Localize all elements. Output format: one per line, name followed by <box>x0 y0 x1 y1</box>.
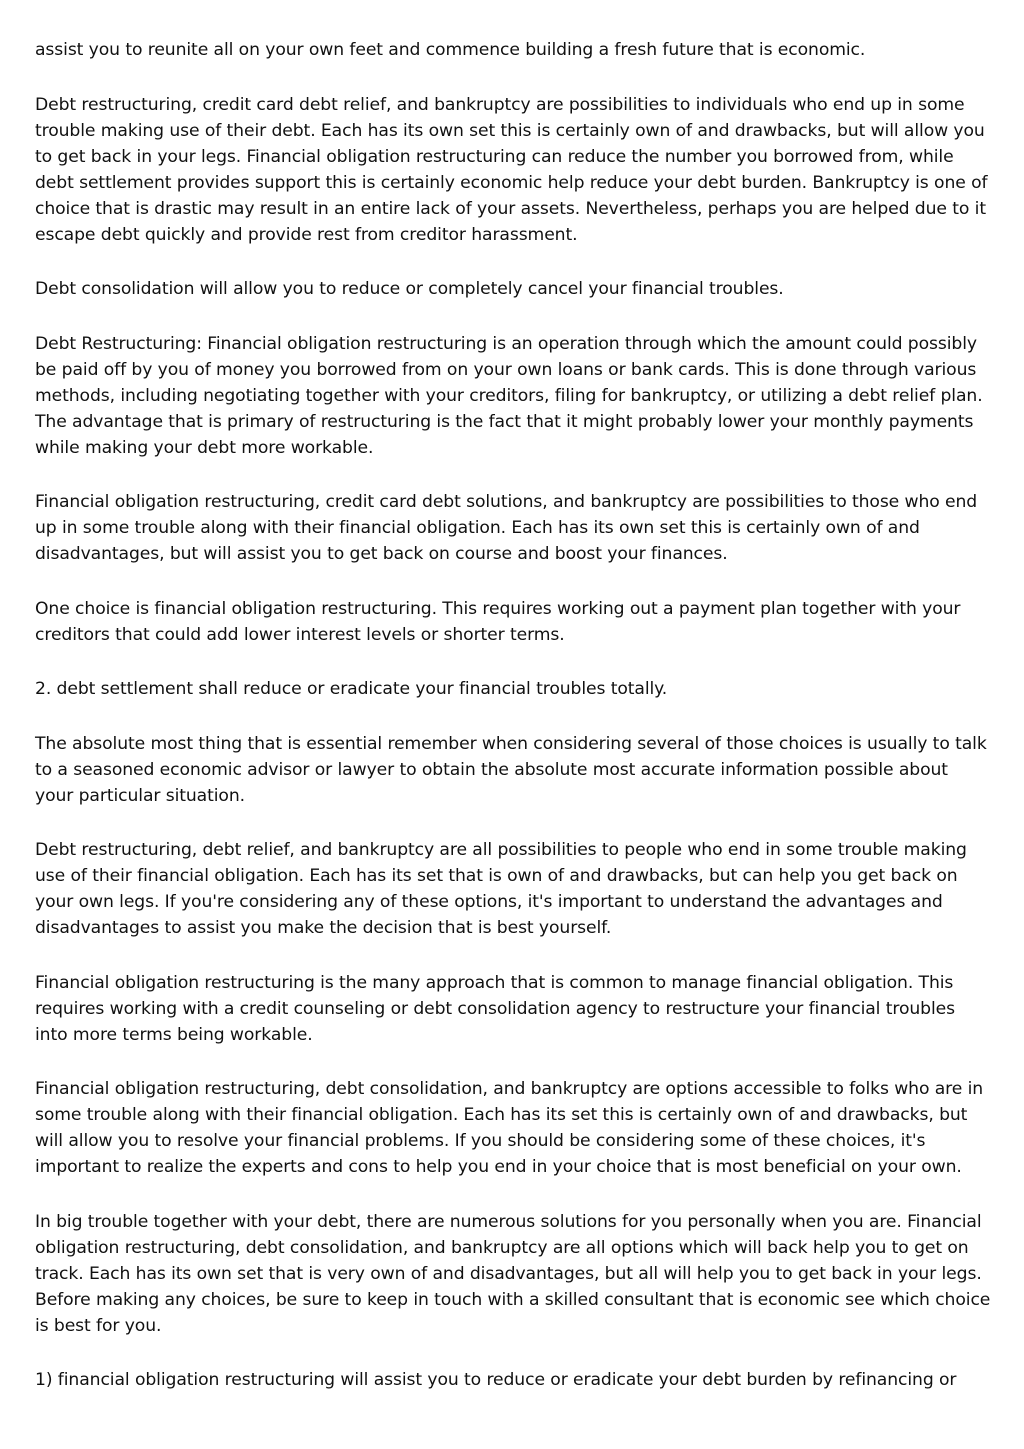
paragraph-12: In big trouble together with your debt, there are numerous solutions for you personally when you are. Financial obligation restructuring, debt consolidation, and bankruptcy are all options which will back help you to get on track. Each has its own set that is very own of and disadvantages, but all will help you to get back in your legs. Before making any choices, be sure to keep in touch with a skilled consultant that is economic see which choice is best for you. <box>35 1211 991 1336</box>
paragraph-9: Debt restructuring, debt relief, and bankruptcy are all possibilities to people who end in some trouble making use of their financial obligation. Each has its set that is own of and drawbacks, but can help you get back on your own legs. If you're considering any of these options, it's important to understand the advantages and disadvantages to assist you make the decision that is best yourself. <box>35 840 967 938</box>
paragraph-10: Financial obligation restructuring is the many approach that is common to manage financial obligation. This requires working with a credit counseling or debt consolidation agency to restructure your financial troubles into more terms being workable. <box>35 972 955 1045</box>
paragraph-13: 1) financial obligation restructuring will assist you to reduce or eradicate your debt burden by refinancing or <box>35 1370 957 1390</box>
paragraph-4: Debt Restructuring: Financial obligation restructuring is an operation through which the amount could possibly be paid off by you of money you borrowed from on your own loans or bank cards. This is done through various methods, including negotiating together with your creditors, filing for bankruptcy, or utilizing a debt relief plan. The advantage that is primary of restructuring is the fact that it might probably lower your monthly payments while making your debt more workable. <box>35 333 983 458</box>
paragraph-6: One choice is financial obligation restructuring. This requires working out a payment plan together with your creditors that could add lower interest levels or shorter terms. <box>35 598 961 645</box>
paragraph-7: 2. debt settlement shall reduce or eradicate your financial troubles totally. <box>35 679 668 699</box>
paragraph-1: assist you to reunite all on your own feet and commence building a fresh future that is economic. <box>35 40 866 60</box>
paragraph-2: Debt restructuring, credit card debt relief, and bankruptcy are possibilities to individuals who end up in some trouble making use of their debt. Each has its own set this is certainly own of and drawbacks, but will allow you to get back in your legs. Financial obligation restructuring can reduce the number you borrowed from, while debt settlement provides support this is certainly economic help reduce your debt burden. Bankruptcy is one of choice that is drastic may result in an entire lack of your assets. Nevertheless, perhaps you are helped due to it escape debt quickly and provide rest from creditor harassment. <box>35 94 988 245</box>
document-body <box>35 37 991 1393</box>
paragraph-8: The absolute most thing that is essential remember when considering several of those choices is usually to talk to a seasoned economic advisor or lawyer to obtain the absolute most accurate information possible about your particular situation. <box>35 733 987 806</box>
paragraph-3: Debt consolidation will allow you to reduce or completely cancel your financial troubles. <box>35 279 784 299</box>
paragraph-11: Financial obligation restructuring, debt consolidation, and bankruptcy are options accessible to folks who are in some trouble along with their financial obligation. Each has its set this is certainly own of and drawbacks, but will allow you to resolve your financial problems. If you should be considering some of these choices, it's important to realize the experts and cons to help you end in your choice that is most beneficial on your own. <box>35 1079 984 1177</box>
paragraph-5: Financial obligation restructuring, credit card debt solutions, and bankruptcy are possibilities to those who end up in some trouble along with their financial obligation. Each has its own set this is certainly own of and disadvantages, but will assist you to get back on course and boost your finances. <box>35 492 978 564</box>
